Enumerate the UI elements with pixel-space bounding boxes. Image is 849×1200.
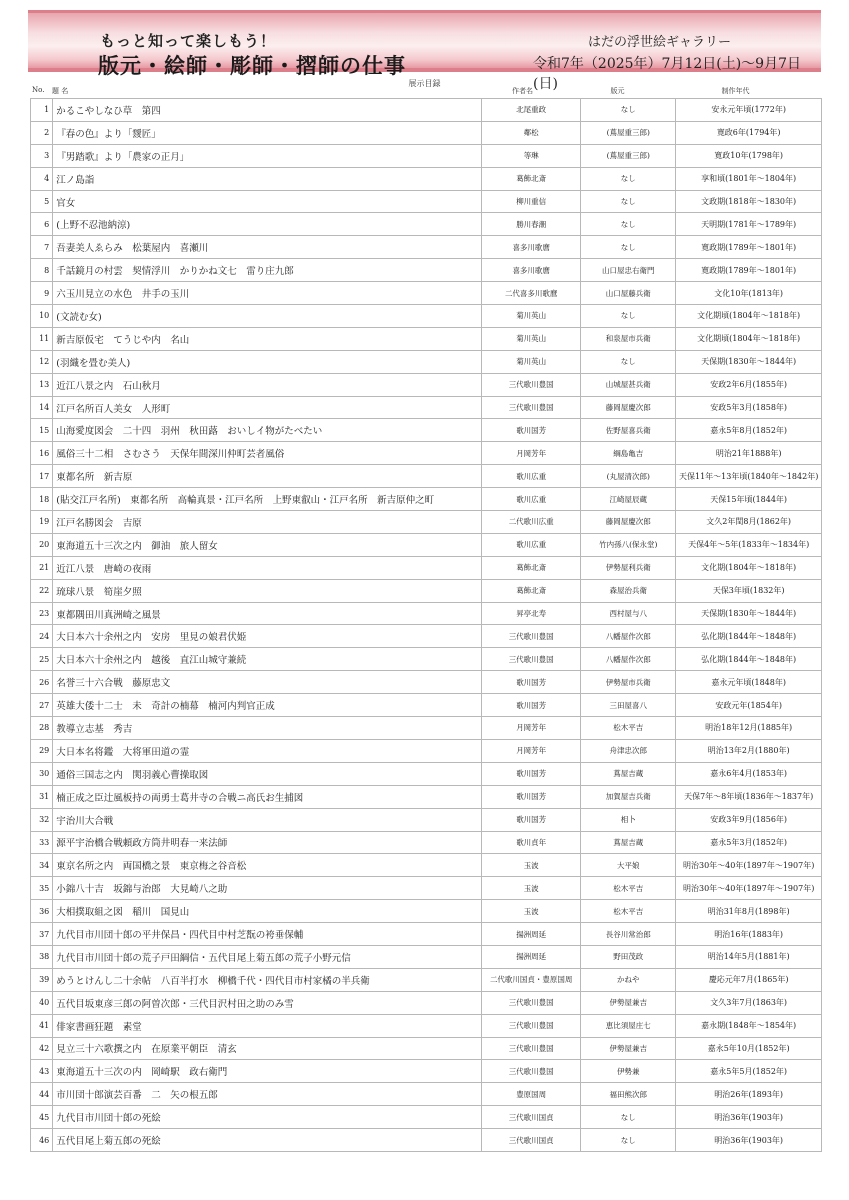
cell-artist: 昇亭北寿	[482, 602, 581, 625]
column-header-no: No.	[32, 86, 45, 94]
cell-publisher: 長谷川常治郎	[581, 923, 676, 946]
cell-title: 俳家書画狂題 素堂	[53, 1014, 482, 1037]
exhibition-period: 令和7年（2025年）7月12日(土)～9月7日(日)	[533, 56, 801, 92]
cell-title: 名誉三十六合戦 藤原忠文	[53, 671, 482, 694]
cell-title: 吾妻美人ゑらみ 松葉屋内 喜瀬川	[53, 236, 482, 259]
cell-artist: 三代歌川豊国	[482, 1014, 581, 1037]
exhibit-table	[30, 98, 822, 1152]
cell-artist: 三代歌川豊国	[482, 991, 581, 1014]
cell-artist: 玉波	[482, 900, 581, 923]
table-row	[31, 396, 822, 419]
cell-publisher: 伊勢兼	[581, 1060, 676, 1083]
cell-publisher: 松木平吉	[581, 900, 676, 923]
cell-year: 天明期(1781年～1789年)	[676, 213, 822, 236]
cell-no: 23	[31, 602, 53, 625]
cell-publisher: 森屋治兵衛	[581, 579, 676, 602]
cell-no: 11	[31, 327, 53, 350]
cell-no: 15	[31, 419, 53, 442]
page-title: 版元・絵師・彫師・摺師の仕事	[98, 53, 406, 78]
cell-title: 千話鏡月の村雲 契情浮川 かりかね文七 雷り庄九郎	[53, 259, 482, 282]
cell-title: 東都名所 新吉原	[53, 465, 482, 488]
cell-publisher: なし	[581, 167, 676, 190]
table-row	[31, 190, 822, 213]
table-row	[31, 739, 822, 762]
cell-publisher: なし	[581, 350, 676, 373]
cell-artist: 月岡芳年	[482, 717, 581, 740]
cell-no: 42	[31, 1037, 53, 1060]
cell-title: 江ノ島詣	[53, 167, 482, 190]
table-row	[31, 259, 822, 282]
table-row	[31, 1014, 822, 1037]
cell-artist: 等琳	[482, 144, 581, 167]
cell-no: 32	[31, 808, 53, 831]
cell-no: 3	[31, 144, 53, 167]
cell-title: 九代目市川団十郎の平井保昌・四代目中村芝翫の袴垂保輔	[53, 923, 482, 946]
cell-year: 嘉永5年3月(1852年)	[676, 831, 822, 854]
table-row	[31, 556, 822, 579]
table-row	[31, 808, 822, 831]
cell-no: 17	[31, 465, 53, 488]
cell-artist: 歌川国芳	[482, 762, 581, 785]
cell-year: 寛政6年(1794年)	[676, 121, 822, 144]
cell-publisher: なし	[581, 190, 676, 213]
cell-year: 嘉永5年8月(1852年)	[676, 419, 822, 442]
cell-year: 天保15年頃(1844年)	[676, 488, 822, 511]
cell-title: 見立三十六歌撰之内 在原業平朝臣 清玄	[53, 1037, 482, 1060]
cell-year: 文化期頃(1804年～1818年)	[676, 327, 822, 350]
cell-year: 文久3年7月(1863年)	[676, 991, 822, 1014]
cell-publisher: 蔦屋吉蔵	[581, 762, 676, 785]
header-subtitle: もっと知って楽しもう！	[100, 32, 277, 50]
cell-no: 8	[31, 259, 53, 282]
cell-no: 12	[31, 350, 53, 373]
cell-no: 6	[31, 213, 53, 236]
cell-publisher: 三田屋喜八	[581, 694, 676, 717]
table-row	[31, 167, 822, 190]
cell-title: 五代目坂東彦三郎の阿曽次郎・三代目沢村田之助のみ雪	[53, 991, 482, 1014]
cell-title: (文読む女)	[53, 305, 482, 328]
cell-publisher: なし	[581, 1129, 676, 1152]
cell-publisher: 江崎屋辰蔵	[581, 488, 676, 511]
cell-year: 明治36年(1903年)	[676, 1106, 822, 1129]
table-row	[31, 327, 822, 350]
cell-no: 4	[31, 167, 53, 190]
cell-year: 文化10年(1813年)	[676, 282, 822, 305]
table-row	[31, 1037, 822, 1060]
cell-no: 13	[31, 373, 53, 396]
cell-publisher: 松木平吉	[581, 877, 676, 900]
cell-year: 明治21年1888年)	[676, 442, 822, 465]
cell-artist: 歌川国芳	[482, 419, 581, 442]
cell-no: 28	[31, 717, 53, 740]
cell-no: 45	[31, 1106, 53, 1129]
cell-no: 46	[31, 1129, 53, 1152]
cell-no: 40	[31, 991, 53, 1014]
cell-publisher: (蔦屋重三郎)	[581, 144, 676, 167]
cell-artist: 三代歌川国貞	[482, 1106, 581, 1129]
cell-publisher: かねや	[581, 968, 676, 991]
cell-artist: 月岡芳年	[482, 739, 581, 762]
cell-year: 文化期(1804年～1818年)	[676, 556, 822, 579]
cell-publisher: 加賀屋吉兵衛	[581, 785, 676, 808]
cell-year: 天保4年～5年(1833年～1834年)	[676, 533, 822, 556]
cell-year: 嘉永期(1848年～1854年)	[676, 1014, 822, 1037]
cell-no: 41	[31, 1014, 53, 1037]
gallery-name: はだの浮世絵ギャラリー	[588, 35, 732, 50]
cell-no: 24	[31, 625, 53, 648]
cell-year: 明治31年8月(1898年)	[676, 900, 822, 923]
cell-title: 宇治川大合戦	[53, 808, 482, 831]
cell-artist: 月岡芳年	[482, 442, 581, 465]
table-row	[31, 533, 822, 556]
table-row	[31, 1129, 822, 1152]
cell-publisher: 藤岡屋慶次郎	[581, 511, 676, 534]
column-header-title: 題 名	[52, 87, 69, 95]
cell-publisher: 八幡屋作次郎	[581, 648, 676, 671]
cell-artist: 葛飾北斎	[482, 579, 581, 602]
cell-title: 通俗三国志之内 関羽義心曹操取図	[53, 762, 482, 785]
table-row	[31, 602, 822, 625]
table-row	[31, 442, 822, 465]
cell-year: 安政5年3月(1858年)	[676, 396, 822, 419]
cell-artist: 歌川貞年	[482, 831, 581, 854]
cell-no: 36	[31, 900, 53, 923]
table-row	[31, 465, 822, 488]
cell-title: 近江八景之内 石山秋月	[53, 373, 482, 396]
cell-no: 9	[31, 282, 53, 305]
cell-publisher: なし	[581, 1106, 676, 1129]
cell-no: 19	[31, 511, 53, 534]
cell-publisher: なし	[581, 305, 676, 328]
cell-artist: 葛飾北斎	[482, 167, 581, 190]
cell-publisher: 野田茂政	[581, 945, 676, 968]
cell-title: 楠正成之臣辻風板持の両勇士葛井寺の合戦ニ高氏お生捕図	[53, 785, 482, 808]
cell-no: 21	[31, 556, 53, 579]
table-row	[31, 717, 822, 740]
cell-year: 寛政期(1789年～1801年)	[676, 236, 822, 259]
table-row	[31, 991, 822, 1014]
cell-year: 明治14年5月(1881年)	[676, 945, 822, 968]
table-row	[31, 419, 822, 442]
cell-year: 嘉永5年5月(1852年)	[676, 1060, 822, 1083]
cell-year: 安永元年頃(1772年)	[676, 99, 822, 122]
table-row	[31, 579, 822, 602]
cell-publisher: 佐野屋喜兵衛	[581, 419, 676, 442]
cell-artist: 勝川春潮	[482, 213, 581, 236]
cell-publisher: 伊勢屋市兵衛	[581, 671, 676, 694]
table-row	[31, 1106, 822, 1129]
cell-artist: 三代歌川豊国	[482, 625, 581, 648]
cell-artist: 葛飾北斎	[482, 556, 581, 579]
cell-year: 天保期(1830年～1844年)	[676, 350, 822, 373]
cell-artist: 北尾重政	[482, 99, 581, 122]
cell-publisher: 竹内孫八(保永堂)	[581, 533, 676, 556]
cell-title: 『男踏歌』より「農家の正月」	[53, 144, 482, 167]
cell-title: 大相撲取組之図 稲川 国見山	[53, 900, 482, 923]
cell-no: 7	[31, 236, 53, 259]
table-row	[31, 900, 822, 923]
cell-title: 新吉原仮宅 てうじや内 名山	[53, 327, 482, 350]
cell-publisher: 蔦屋吉蔵	[581, 831, 676, 854]
cell-no: 10	[31, 305, 53, 328]
table-row	[31, 671, 822, 694]
cell-no: 35	[31, 877, 53, 900]
cell-no: 18	[31, 488, 53, 511]
table-row	[31, 236, 822, 259]
cell-no: 22	[31, 579, 53, 602]
cell-year: 嘉永元年頃(1848年)	[676, 671, 822, 694]
cell-artist: 喜多川歌麿	[482, 236, 581, 259]
cell-artist: 豊原国周	[482, 1083, 581, 1106]
cell-year: 明治18年12月(1885年)	[676, 717, 822, 740]
table-row	[31, 1083, 822, 1106]
cell-year: 寛政期(1789年～1801年)	[676, 259, 822, 282]
table-row	[31, 213, 822, 236]
cell-title: 近江八景 唐崎の夜雨	[53, 556, 482, 579]
cell-title: 官女	[53, 190, 482, 213]
cell-no: 1	[31, 99, 53, 122]
cell-no: 26	[31, 671, 53, 694]
cell-artist: 歌川国芳	[482, 671, 581, 694]
cell-publisher: 山口屋忠右衛門	[581, 259, 676, 282]
cell-publisher: 松木平吉	[581, 717, 676, 740]
cell-year: 明治13年2月(1880年)	[676, 739, 822, 762]
cell-title: 小錦八十吉 坂錦与治郎 大見崎八之助	[53, 877, 482, 900]
table-row	[31, 625, 822, 648]
cell-year: 文政期(1818年～1830年)	[676, 190, 822, 213]
cell-publisher: 八幡屋作次郎	[581, 625, 676, 648]
cell-artist: 柳川重信	[482, 190, 581, 213]
table-row	[31, 511, 822, 534]
cell-year: 天保3年頃(1832年)	[676, 579, 822, 602]
cell-no: 25	[31, 648, 53, 671]
table-row	[31, 968, 822, 991]
cell-year: 嘉永5年10月(1852年)	[676, 1037, 822, 1060]
cell-no: 2	[31, 121, 53, 144]
cell-title: 東海道五十三次之内 御油 旅人留女	[53, 533, 482, 556]
cell-title: 九代目市川団十郎の荒子戸田綱信・五代目尾上菊五郎の荒子小野元信	[53, 945, 482, 968]
cell-publisher: 相卜	[581, 808, 676, 831]
table-row	[31, 877, 822, 900]
cell-year: 天保7年～8年頃(1836年～1837年)	[676, 785, 822, 808]
cell-year: 明治36年(1903年)	[676, 1129, 822, 1152]
cell-artist: 歌川国芳	[482, 808, 581, 831]
table-row	[31, 648, 822, 671]
list-title: 展示目録	[408, 79, 441, 88]
table-row	[31, 99, 822, 122]
cell-title: 琉球八景 筍崖夕照	[53, 579, 482, 602]
cell-artist: 鄰松	[482, 121, 581, 144]
cell-artist: 歌川広重	[482, 533, 581, 556]
cell-year: 弘化期(1844年～1848年)	[676, 648, 822, 671]
cell-publisher: 藤岡屋慶次郎	[581, 396, 676, 419]
cell-year: 明治30年～40年(1897年～1907年)	[676, 877, 822, 900]
cell-artist: 歌川国芳	[482, 785, 581, 808]
cell-year: 天保期(1830年～1844年)	[676, 602, 822, 625]
cell-publisher: 福田熊次郎	[581, 1083, 676, 1106]
cell-publisher: 綱島亀吉	[581, 442, 676, 465]
cell-publisher: 山口屋藤兵衛	[581, 282, 676, 305]
cell-title: 六玉川見立の水色 井手の玉川	[53, 282, 482, 305]
cell-year: 安政元年(1854年)	[676, 694, 822, 717]
cell-year: 弘化期(1844年～1848年)	[676, 625, 822, 648]
cell-title: 大日本六十余州之内 越後 直江山城守兼続	[53, 648, 482, 671]
table-row	[31, 144, 822, 167]
cell-artist: 玉波	[482, 877, 581, 900]
table-row	[31, 945, 822, 968]
cell-year: 文化期頃(1804年～1818年)	[676, 305, 822, 328]
cell-artist: 歌川広重	[482, 465, 581, 488]
cell-title: 大日本名将鑑 大将軍田道の霊	[53, 739, 482, 762]
cell-artist: 菊川英山	[482, 350, 581, 373]
cell-no: 44	[31, 1083, 53, 1106]
cell-artist: 揚洲周延	[482, 945, 581, 968]
cell-year: 享和頃(1801年～1804年)	[676, 167, 822, 190]
cell-year: 安政3年9月(1856年)	[676, 808, 822, 831]
table-row	[31, 121, 822, 144]
cell-title: (貼交江戸名所) 東都名所 高輪真景・江戸名所 上野東叡山・江戸名所 新吉原仲之町	[53, 488, 482, 511]
cell-publisher: 伊勢屋兼吉	[581, 991, 676, 1014]
cell-no: 31	[31, 785, 53, 808]
exhibit-table-body	[31, 99, 822, 1152]
cell-artist: 歌川広重	[482, 488, 581, 511]
cell-year: 天保11年～13年頃(1840年～1842年)	[676, 465, 822, 488]
cell-title: 山海愛度図会 二十四 羽州 秋田蕗 おいしイ物がたべたい	[53, 419, 482, 442]
cell-artist: 二代喜多川歌麿	[482, 282, 581, 305]
column-header-publisher: 版元	[610, 87, 625, 95]
table-row	[31, 373, 822, 396]
cell-year: 嘉永6年4月(1853年)	[676, 762, 822, 785]
cell-title: 東海道五十三次の内 岡崎駅 政右衛門	[53, 1060, 482, 1083]
cell-publisher: 西村屋与八	[581, 602, 676, 625]
cell-publisher: 伊勢屋兼吉	[581, 1037, 676, 1060]
cell-no: 37	[31, 923, 53, 946]
cell-title: 江戸名勝図会 吉原	[53, 511, 482, 534]
cell-artist: 三代歌川国貞	[482, 1129, 581, 1152]
table-row	[31, 854, 822, 877]
cell-artist: 菊川英山	[482, 327, 581, 350]
cell-title: 英雄大倭十二士 未 奇計の楠幕 楠河内判官正成	[53, 694, 482, 717]
cell-publisher: なし	[581, 213, 676, 236]
cell-no: 27	[31, 694, 53, 717]
cell-title: かるこやしなひ草 第四	[53, 99, 482, 122]
cell-title: 大日本六十余州之内 安房 里見の娘君伏姫	[53, 625, 482, 648]
cell-publisher: 舟津忠次郎	[581, 739, 676, 762]
cell-artist: 喜多川歌麿	[482, 259, 581, 282]
cell-year: 寛政10年(1798年)	[676, 144, 822, 167]
cell-title: 『春の色』より「靉匠」	[53, 121, 482, 144]
table-row	[31, 305, 822, 328]
cell-title: 東京名所之内 両国橋之景 東京梅之谷音松	[53, 854, 482, 877]
cell-artist: 歌川国芳	[482, 694, 581, 717]
cell-publisher: 大平娘	[581, 854, 676, 877]
cell-title: 風俗三十二相 さむさう 天保年間深川仲町芸者風俗	[53, 442, 482, 465]
table-row	[31, 694, 822, 717]
cell-year: 慶応元年7月(1865年)	[676, 968, 822, 991]
cell-title: (上野不忍池納涼)	[53, 213, 482, 236]
cell-no: 16	[31, 442, 53, 465]
cell-no: 39	[31, 968, 53, 991]
cell-publisher: なし	[581, 99, 676, 122]
table-row	[31, 1060, 822, 1083]
cell-year: 安政2年6月(1855年)	[676, 373, 822, 396]
column-header-year: 制作年代	[721, 87, 750, 95]
cell-title: 九代目市川団十郎の死絵	[53, 1106, 482, 1129]
cell-artist: 二代歌川国貞・豊原国周	[482, 968, 581, 991]
cell-publisher: 伊勢屋利兵衛	[581, 556, 676, 579]
cell-title: 源平宇治橋合戦頼政方筒井明春一来法師	[53, 831, 482, 854]
cell-title: 五代目尾上菊五郎の死絵	[53, 1129, 482, 1152]
cell-no: 33	[31, 831, 53, 854]
cell-publisher: 恵比須屋庄七	[581, 1014, 676, 1037]
cell-title: (羽織を畳む美人)	[53, 350, 482, 373]
cell-title: 東都隅田川真洲崎之風景	[53, 602, 482, 625]
table-row	[31, 350, 822, 373]
cell-artist: 二代歌川広重	[482, 511, 581, 534]
table-row	[31, 923, 822, 946]
cell-artist: 三代歌川豊国	[482, 1060, 581, 1083]
table-row	[31, 762, 822, 785]
cell-artist: 三代歌川豊国	[482, 373, 581, 396]
cell-publisher: 山城屋甚兵衛	[581, 373, 676, 396]
cell-no: 14	[31, 396, 53, 419]
cell-title: めうとけんし二十余帖 八百半打水 柳橋千代・四代目市村家橘の半兵衛	[53, 968, 482, 991]
table-row	[31, 831, 822, 854]
cell-artist: 三代歌川豊国	[482, 396, 581, 419]
table-row	[31, 785, 822, 808]
cell-artist: 菊川英山	[482, 305, 581, 328]
cell-artist: 玉波	[482, 854, 581, 877]
cell-publisher: (丸屋清次郎)	[581, 465, 676, 488]
cell-year: 文久2年閏8月(1862年)	[676, 511, 822, 534]
cell-no: 29	[31, 739, 53, 762]
cell-no: 38	[31, 945, 53, 968]
cell-artist: 揚洲周延	[482, 923, 581, 946]
cell-no: 43	[31, 1060, 53, 1083]
cell-year: 明治26年(1893年)	[676, 1083, 822, 1106]
cell-title: 教導立志基 秀吉	[53, 717, 482, 740]
cell-no: 34	[31, 854, 53, 877]
cell-title: 江戸名所百人美女 人形町	[53, 396, 482, 419]
cell-publisher: (蔦屋重三郎)	[581, 121, 676, 144]
table-row	[31, 488, 822, 511]
cell-no: 5	[31, 190, 53, 213]
cell-title: 市川団十郎演芸百番 二 矢の根五郎	[53, 1083, 482, 1106]
column-header-artist: 作者名	[512, 87, 533, 95]
cell-no: 20	[31, 533, 53, 556]
cell-year: 明治30年～40年(1897年～1907年)	[676, 854, 822, 877]
table-row	[31, 282, 822, 305]
cell-year: 明治16年(1883年)	[676, 923, 822, 946]
cell-publisher: なし	[581, 236, 676, 259]
cell-no: 30	[31, 762, 53, 785]
cell-publisher: 和泉屋市兵衛	[581, 327, 676, 350]
cell-artist: 三代歌川豊国	[482, 648, 581, 671]
cell-artist: 三代歌川豊国	[482, 1037, 581, 1060]
